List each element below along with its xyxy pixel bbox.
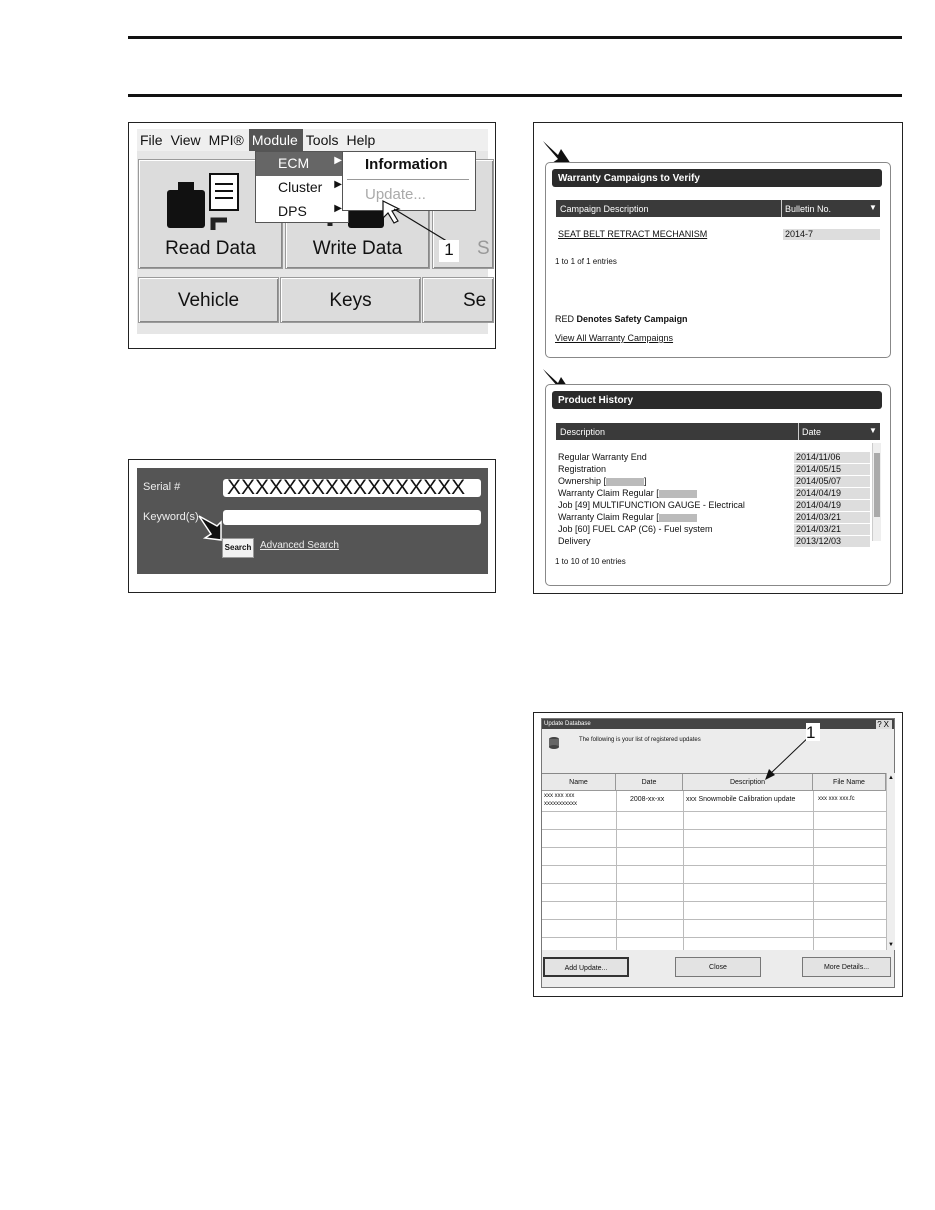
row-description: xxx Snowmobile Calibration update xyxy=(686,796,796,803)
keys-tab-label: Keys xyxy=(329,290,372,311)
scroll-down-icon[interactable]: ▼ xyxy=(888,942,894,948)
grid-line xyxy=(542,829,886,830)
grid-column-line xyxy=(616,791,617,950)
row-description-text: Warranty Claim Regular [ xyxy=(558,512,659,522)
col-date[interactable]: Date xyxy=(802,427,822,437)
module-menu-figure xyxy=(128,122,496,349)
history-scrollbar[interactable] xyxy=(872,443,881,541)
truncated-tab[interactable] xyxy=(422,277,494,323)
search-figure xyxy=(128,459,496,593)
table-row[interactable] xyxy=(556,463,872,475)
pointer-arrow-icon xyxy=(195,512,229,542)
updates-scrollbar[interactable] xyxy=(886,773,895,950)
read-data-label: Read Data xyxy=(165,238,256,259)
submenu-separator xyxy=(347,179,469,180)
second-rule xyxy=(128,94,902,97)
table-row[interactable] xyxy=(556,535,872,547)
menu-view[interactable]: View xyxy=(170,132,201,148)
redacted-value xyxy=(659,514,697,522)
menu-item-information[interactable]: Information xyxy=(365,156,448,173)
history-group xyxy=(545,384,891,586)
keys-tab[interactable] xyxy=(280,277,421,323)
col-name[interactable]: Name xyxy=(542,774,616,791)
row-date: 2014/04/19 xyxy=(794,500,870,511)
warranty-row[interactable] xyxy=(556,229,880,241)
row-description-suffix: ] xyxy=(644,476,647,486)
update-database-figure xyxy=(533,712,903,997)
callout-box xyxy=(806,723,820,741)
serial-value: XXXXXXXXXXXXXXXXX xyxy=(227,476,466,499)
advanced-search-link[interactable]: Advanced Search xyxy=(260,540,339,551)
close-button[interactable]: Close xyxy=(675,957,761,977)
database-icon xyxy=(547,736,561,750)
ecm-label: ECM xyxy=(278,155,310,171)
row-file-name: xxx xxx xxx.fc xyxy=(818,796,855,802)
row-description-text: Ownership [ xyxy=(558,476,607,486)
row-name-2: xxxxxxxxxxx xyxy=(544,801,577,807)
warranty-history-figure xyxy=(533,122,903,594)
col-divider xyxy=(798,423,799,440)
menu-tools[interactable]: Tools xyxy=(305,132,339,148)
row-description xyxy=(558,476,647,486)
row-date: 2008-xx-xx xyxy=(630,796,665,803)
grid-column-line xyxy=(813,791,814,950)
row-description-text: Warranty Claim Regular [ xyxy=(558,488,659,498)
row-name-1: xxx xxx xxx xyxy=(544,793,575,799)
top-rule xyxy=(128,36,902,39)
module-dropdown xyxy=(255,151,349,223)
table-row[interactable] xyxy=(556,523,872,535)
callout-line xyxy=(392,207,472,257)
row-description xyxy=(558,512,697,522)
bud-window xyxy=(137,129,488,334)
read-data-icon xyxy=(165,172,245,234)
menu-item-cluster[interactable] xyxy=(256,176,348,200)
row-description: Job [49] MULTIFUNCTION GAUGE - Electrical xyxy=(558,500,745,510)
bulletin-value: 2014-7 xyxy=(783,229,880,240)
callout-box xyxy=(439,240,459,262)
menu-item-ecm[interactable] xyxy=(256,152,348,176)
menu-bar xyxy=(137,129,488,151)
grid-line xyxy=(542,901,886,902)
grid-line xyxy=(542,811,886,812)
keyword-label: Keyword(s) xyxy=(143,511,199,523)
table-row[interactable] xyxy=(556,511,872,523)
keyword-input[interactable] xyxy=(223,510,481,525)
col-divider xyxy=(781,200,782,217)
vehicle-tab[interactable] xyxy=(138,277,279,323)
history-list xyxy=(556,451,880,546)
history-title: Product History xyxy=(552,391,882,409)
callout-number: 1 xyxy=(444,240,454,259)
submenu-arrow-icon: ▶ xyxy=(334,155,342,166)
history-table-header xyxy=(556,423,880,440)
truncated-toolbar-label: S xyxy=(477,238,490,259)
grid-line xyxy=(542,847,886,848)
table-row[interactable] xyxy=(556,451,872,463)
grid-line xyxy=(542,883,886,884)
dps-label: DPS xyxy=(278,203,307,219)
col-date[interactable]: Date xyxy=(616,774,683,791)
row-date: 2014/03/21 xyxy=(794,524,870,535)
row-date: 2013/12/03 xyxy=(794,536,870,547)
menu-module[interactable]: Module xyxy=(249,129,303,151)
window-title-buttons[interactable]: ?X xyxy=(877,720,891,729)
history-entries: 1 to 10 of 10 entries xyxy=(555,557,626,566)
redacted-value xyxy=(659,490,697,498)
col-description[interactable]: Description xyxy=(560,427,606,437)
intro-text: The following is your list of registered updates xyxy=(579,737,701,743)
legend-text: Denotes Safety Campaign xyxy=(576,314,688,324)
view-all-campaigns-link[interactable]: View All Warranty Campaigns xyxy=(555,333,674,343)
window-title: Update Database xyxy=(544,721,591,727)
search-panel xyxy=(137,468,488,574)
vehicle-tab-label: Vehicle xyxy=(177,290,240,311)
grid-line xyxy=(542,937,886,938)
menu-file[interactable]: File xyxy=(140,132,163,148)
grid-line xyxy=(542,865,886,866)
campaign-link[interactable]: SEAT BELT RETRACT MECHANISM xyxy=(558,229,708,239)
search-button-label: Search xyxy=(224,543,252,552)
table-row[interactable] xyxy=(542,791,886,811)
cluster-label: Cluster xyxy=(278,179,323,195)
warranty-table-header xyxy=(556,200,880,217)
table-row[interactable] xyxy=(556,475,872,487)
row-date: 2014/03/21 xyxy=(794,512,870,523)
row-description: Job [60] FUEL CAP (C6) - Fuel system xyxy=(558,524,713,534)
row-description: Delivery xyxy=(558,536,591,546)
col-campaign-description[interactable]: Campaign Description xyxy=(560,204,649,214)
row-description: Registration xyxy=(558,464,607,474)
more-details-button[interactable]: More Details... xyxy=(802,957,891,977)
scroll-up-icon[interactable]: ▲ xyxy=(888,775,894,781)
legend-red: RED xyxy=(555,314,575,324)
add-update-button[interactable]: Add Update... xyxy=(543,957,629,977)
col-file-name[interactable]: File Name xyxy=(813,774,886,791)
submenu-arrow-icon: ▶ xyxy=(334,179,342,190)
table-row[interactable] xyxy=(556,499,872,511)
row-date: 2014/05/15 xyxy=(794,464,870,475)
redacted-value xyxy=(606,478,644,486)
menu-mpi[interactable]: MPI® xyxy=(208,132,244,148)
serial-label: Serial # xyxy=(143,481,181,493)
row-date: 2014/05/07 xyxy=(794,476,870,487)
col-description[interactable]: Description xyxy=(683,774,813,791)
submenu-arrow-icon: ▶ xyxy=(334,203,342,214)
warranty-group xyxy=(545,162,891,358)
grid-line xyxy=(542,919,886,920)
row-date: 2014/04/19 xyxy=(794,488,870,499)
serial-input[interactable] xyxy=(223,476,481,499)
col-bulletin[interactable]: Bulletin No. xyxy=(785,204,832,214)
scroll-thumb[interactable] xyxy=(874,453,880,517)
table-row[interactable] xyxy=(556,487,872,499)
truncated-tab-label: Se xyxy=(463,290,487,311)
window-titlebar xyxy=(542,719,894,729)
menu-item-update[interactable]: Update... xyxy=(365,186,426,203)
safety-legend xyxy=(555,314,688,324)
callout-number: 1 xyxy=(806,723,816,742)
warranty-title: Warranty Campaigns to Verify xyxy=(552,169,882,187)
grid-column-line xyxy=(683,791,684,950)
sort-down-icon: ▼ xyxy=(869,426,877,435)
sort-down-icon: ▼ xyxy=(869,203,877,212)
row-date: 2014/11/06 xyxy=(794,452,870,463)
row-description xyxy=(558,488,697,498)
ecm-submenu xyxy=(342,151,476,211)
updates-table xyxy=(542,773,886,950)
row-description: Regular Warranty End xyxy=(558,452,647,462)
write-data-label: Write Data xyxy=(312,238,403,259)
update-database-window xyxy=(541,718,895,988)
warranty-entries: 1 to 1 of 1 entries xyxy=(555,257,617,266)
menu-item-dps[interactable] xyxy=(256,200,348,224)
menu-help[interactable]: Help xyxy=(346,132,376,148)
